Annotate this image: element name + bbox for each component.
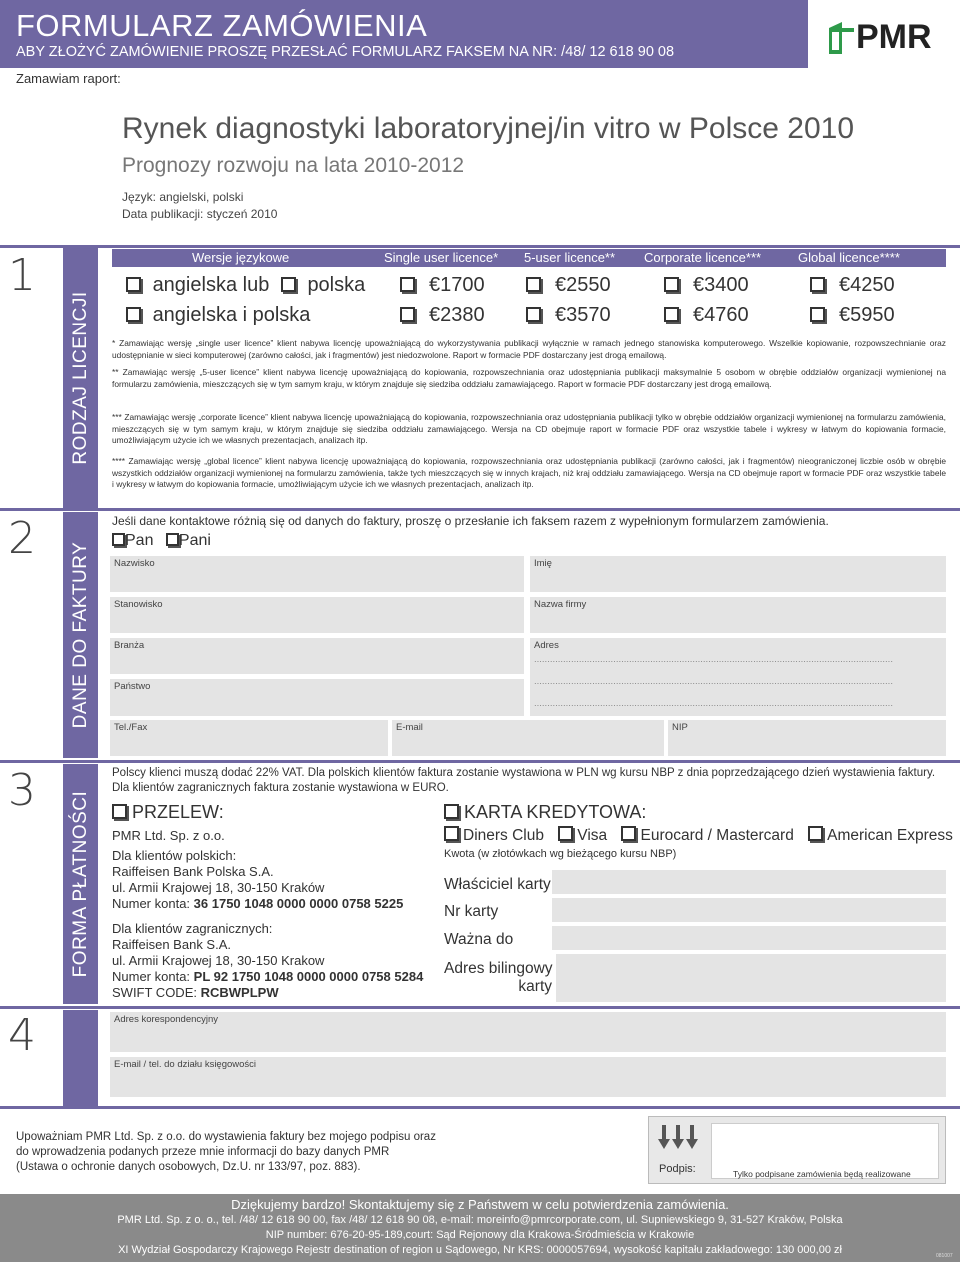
swift-code bbox=[112, 985, 279, 1000]
price: €1700 bbox=[429, 274, 485, 296]
amount-note: Kwota (w złotówkach wg bieżącego kursu NBP) bbox=[444, 848, 677, 860]
pl-address: ul. Armii Krajowej 18, 30-150 Kraków bbox=[112, 880, 325, 895]
checkbox-visa[interactable] bbox=[558, 826, 573, 841]
checkbox-pan[interactable] bbox=[112, 533, 125, 546]
vat-note: Polscy klienci muszą dodać 22% VAT. Dla polskich klientów faktura zostanie wystawiona w PLN wg kursu NBP z dnia poprzedzającego dzień wystawienia faktury. bbox=[112, 767, 936, 779]
divider bbox=[0, 508, 960, 511]
section-label-bar bbox=[63, 248, 98, 508]
price: €2380 bbox=[429, 304, 485, 326]
checkbox-global[interactable] bbox=[810, 277, 825, 292]
field-label: Tel./Fax bbox=[114, 722, 148, 733]
price: €3570 bbox=[555, 304, 611, 326]
report-subtitle: Prognozy rozwoju na lata 2010-2012 bbox=[122, 154, 465, 177]
field-label: Państwo bbox=[114, 681, 151, 692]
field-adres[interactable] bbox=[530, 638, 946, 716]
swift-value: RCBWPLPW bbox=[200, 985, 279, 1000]
col-header: Single user licence* bbox=[384, 250, 499, 265]
billing-label-line: Adres bilingowy bbox=[444, 960, 553, 977]
field-label: Imię bbox=[534, 558, 552, 569]
price: €3400 bbox=[693, 274, 749, 296]
price-cell bbox=[810, 304, 895, 327]
field-tel-fax[interactable] bbox=[110, 720, 388, 756]
number-label: Nr karty bbox=[444, 903, 499, 920]
price-cell bbox=[400, 274, 485, 297]
footer-nip: NIP number: 676-20-95-189,court: Sąd Rejonowy dla Krakowa-Śródmieścia w Krakowie bbox=[265, 1229, 695, 1241]
report-title: Rynek diagnostyki laboratoryjnej/in vitro w Polsce 2010 bbox=[122, 112, 855, 145]
owner-label: Właściciel karty bbox=[444, 876, 551, 893]
checkbox-global[interactable] bbox=[810, 307, 825, 322]
price-cell bbox=[664, 304, 749, 327]
account-label: Numer konta: bbox=[112, 969, 194, 984]
field-label: E-mail / tel. do działu księgowości bbox=[114, 1059, 257, 1070]
pl-account bbox=[112, 896, 403, 911]
sign-note: Tylko podpisane zamówienia będą realizowane bbox=[733, 1169, 911, 1179]
field-label: Branża bbox=[114, 640, 145, 651]
footer-contact: PMR Ltd. Sp. z o. o., tel. /48/ 12 618 90 00, fax /48/ 12 618 90 08, e-mail: moreinfo@pmrcorporate.com, ul. Supniewskiego 9, 31-527 Kraków, Polska bbox=[117, 1214, 843, 1226]
card-types bbox=[444, 826, 953, 845]
salutation-row bbox=[112, 532, 211, 550]
card-label: American Express bbox=[827, 827, 953, 844]
checkbox-single[interactable] bbox=[400, 307, 415, 322]
license-header-row bbox=[112, 249, 946, 267]
checkbox-amex[interactable] bbox=[808, 826, 823, 841]
checkbox-eurocard[interactable] bbox=[621, 826, 636, 841]
card-number-field[interactable] bbox=[552, 898, 946, 922]
section-number: 1 bbox=[8, 250, 36, 301]
field-branza[interactable] bbox=[110, 638, 524, 674]
card-valid-field[interactable] bbox=[552, 926, 946, 950]
price-cell bbox=[400, 304, 485, 327]
field-label: Adres korespondencyjny bbox=[114, 1014, 219, 1025]
report-date: Data publikacji: styczeń 2010 bbox=[122, 207, 278, 221]
pl-bank: Raiffeisen Bank Polska S.A. bbox=[112, 864, 274, 879]
section-label: RODZAJ LICENCJI bbox=[69, 291, 91, 465]
invoice-intro: Jeśli dane kontaktowe różnią się od danych do faktury, proszę o przesłanie ich faksem razem z wypełnionym formularzem zamówienia. bbox=[112, 514, 829, 528]
address-dotline: ........................................................................................................................................ bbox=[534, 698, 893, 709]
section-number: 4 bbox=[8, 1010, 36, 1061]
signature-box bbox=[648, 1116, 946, 1184]
section-label: FORMA PŁATNOŚCI bbox=[69, 790, 91, 978]
int-account bbox=[112, 969, 423, 984]
field-nip[interactable] bbox=[668, 720, 946, 756]
pl-title: Dla klientów polskich: bbox=[112, 848, 237, 863]
license-note: ** Zamawiając wersję „5-user licence” klient nabywa licencję upoważniającą do kopiowania, rozpowszechniania oraz udostępniania publikacji maksymalnie 5 osobom w obrębie oddziałów organizacji wymienionej na formularzu zamówienia, mieszczących się w tym samym kraju, w którym znajduje się siedziba oddziału zamawiającego. Raport w formacie PDF dostarczany jest drogą emailową. bbox=[112, 367, 946, 389]
card-heading bbox=[444, 802, 646, 823]
consent-line: (Ustawa o ochronie danych osobowych, Dz.U. nr 133/97, poz. 883). bbox=[16, 1161, 361, 1173]
checkbox-corporate[interactable] bbox=[664, 277, 679, 292]
order-label: Zamawiam raport: bbox=[16, 71, 121, 86]
card-owner-field[interactable] bbox=[552, 870, 946, 894]
license-row bbox=[126, 304, 310, 327]
card-label: Eurocard / Mastercard bbox=[640, 827, 794, 844]
checkbox-polska[interactable] bbox=[281, 277, 296, 292]
billing-address-field[interactable] bbox=[556, 954, 946, 1002]
checkbox-przelew[interactable] bbox=[112, 804, 127, 819]
field-panstwo[interactable] bbox=[110, 679, 524, 716]
consent-line: Upoważniam PMR Ltd. Sp. z o.o. do wystawienia faktury bez mojego podpisu oraz bbox=[16, 1131, 436, 1143]
salutation-label: Pani bbox=[178, 532, 211, 549]
field-label: Nazwisko bbox=[114, 558, 155, 569]
account-number: PL 92 1750 1048 0000 0000 0758 5284 bbox=[193, 969, 424, 984]
section-label: DANE DO FAKTURY bbox=[69, 541, 91, 729]
field-correspondence-address[interactable] bbox=[110, 1012, 946, 1052]
checkbox-angielska[interactable] bbox=[126, 277, 141, 292]
field-label: E-mail bbox=[396, 722, 423, 733]
checkbox-single[interactable] bbox=[400, 277, 415, 292]
price: €4760 bbox=[693, 304, 749, 326]
price: €4250 bbox=[839, 274, 895, 296]
divider bbox=[0, 760, 960, 763]
company-name: PMR Ltd. Sp. z o.o. bbox=[112, 828, 225, 843]
checkbox-karta[interactable] bbox=[444, 804, 459, 819]
form-subtitle: ABY ZŁOŻYĆ ZAMÓWIENIE PROSZĘ PRZESŁAĆ FORMULARZ FAKSEM NA NR: /48/ 12 618 90 08 bbox=[16, 44, 675, 60]
price-cell bbox=[664, 274, 749, 297]
field-stanowisko[interactable] bbox=[110, 597, 524, 633]
col-header: 5-user licence** bbox=[524, 250, 616, 265]
divider bbox=[0, 1106, 960, 1109]
field-email[interactable] bbox=[392, 720, 664, 756]
row-label: angielska i polska bbox=[152, 304, 311, 326]
euro-note: Dla klientów zagranicznych faktura zostanie wystawiona w EURO. bbox=[112, 782, 449, 794]
card-title: KARTA KREDYTOWA: bbox=[464, 802, 647, 822]
address-dotline: ........................................................................................................................................ bbox=[534, 676, 893, 687]
field-label: Adres bbox=[534, 640, 559, 651]
card-label: Diners Club bbox=[463, 827, 544, 844]
license-note: **** Zamawiając wersję „global licence” klient nabywa licencję upoważniającą do kopiowania, rozpowszechniania oraz udostępniania publikacji (zarówno całości, jak i fragmentów) nieograniczonej liczbie osób w obrębie wszystkich oddziałów organizacji wymienionej na formularzu zamówienia, także tych mieszczących się w innych krajach, niż kraj oddziału zamawiającego. Wersja na CD obejmuje raport w formacie PDF oraz wszystkie tabele i wykresy w łatwym do kopiowania formacie, umożliwiającym użycie ich we własnych prezentacjach, analizach itp. bbox=[112, 456, 946, 489]
section-number: 3 bbox=[8, 765, 36, 816]
section-label-bar bbox=[63, 764, 98, 1004]
pmr-logo bbox=[826, 18, 936, 58]
row-label: polska bbox=[307, 274, 366, 296]
col-header: Global licence**** bbox=[798, 250, 900, 265]
int-bank: Raiffeisen Bank S.A. bbox=[112, 937, 231, 952]
salutation-label: Pan bbox=[125, 532, 154, 549]
transfer-heading bbox=[112, 802, 224, 823]
checkbox-pani[interactable] bbox=[166, 533, 179, 546]
arrow-down-icon bbox=[657, 1125, 705, 1153]
col-header: Corporate licence*** bbox=[644, 250, 762, 265]
checkbox-5user[interactable] bbox=[526, 277, 541, 292]
section-number: 2 bbox=[8, 513, 36, 564]
license-row bbox=[126, 274, 365, 297]
price: €5950 bbox=[839, 304, 895, 326]
sign-label: Podpis: bbox=[659, 1163, 696, 1175]
section-label-bar bbox=[63, 1010, 98, 1106]
account-label: Numer konta: bbox=[112, 896, 194, 911]
field-label: Nazwa firmy bbox=[534, 599, 587, 610]
price-cell bbox=[810, 274, 895, 297]
account-number: 36 1750 1048 0000 0000 0758 5225 bbox=[193, 896, 404, 911]
billing-label-line: karty bbox=[518, 978, 552, 995]
field-accounting-email[interactable] bbox=[110, 1057, 946, 1097]
field-nazwa-firmy[interactable] bbox=[530, 597, 946, 633]
checkbox-corporate[interactable] bbox=[664, 307, 679, 322]
logo-text: PMR bbox=[856, 18, 932, 56]
transfer-title: PRZELEW: bbox=[132, 802, 224, 822]
footer-thanks: Dziękujemy bardzo! Skontaktujemy się z Państwem w celu potwierdzenia zamówienia. bbox=[231, 1197, 729, 1212]
col-header: Wersje językowe bbox=[192, 250, 290, 265]
int-address: ul. Armii Krajowej 18, 30-150 Krakow bbox=[112, 953, 325, 968]
field-label: Stanowisko bbox=[114, 599, 163, 610]
field-imie[interactable] bbox=[530, 556, 946, 592]
consent-text bbox=[16, 1130, 436, 1175]
valid-label: Ważna do bbox=[444, 931, 514, 948]
address-dotline: ........................................................................................................................................ bbox=[534, 654, 893, 665]
checkbox-5user[interactable] bbox=[526, 307, 541, 322]
price: €2550 bbox=[555, 274, 611, 296]
price-cell bbox=[526, 274, 611, 297]
checkbox-angielska-polska[interactable] bbox=[126, 307, 141, 322]
footer-code: 081007 bbox=[936, 1253, 953, 1259]
footer-krs: XI Wydział Gospodarczy Krajowego Rejestr destination of region u Sądowego, Nr KRS: 0000057694, wysokość kapitału zakładowego: 130 000,00 zł bbox=[118, 1244, 842, 1256]
license-note: * Zamawiając wersję „single user licence” klient nabywa licencję upoważniającą do wykorzystywania publikacji wyłącznie w ramach jednego stanowiska komputerowego. Wszelkie kopiowanie, rozpowszechnianie oraz udostępnianie w sieci komputerowej (zarówno całości, jak i fragmentów) jest niedozwolone. Raport w formacie PDF dostarczany jest drogą emailową. bbox=[112, 338, 946, 360]
report-language: Język: angielski, polski bbox=[122, 190, 244, 204]
int-title: Dla klientów zagranicznych: bbox=[112, 921, 273, 936]
license-note: *** Zamawiając wersję „corporate licence” klient nabywa licencję upoważniającą do kopiowania, rozpowszechniania oraz udostępniania publikacji tylko w obrębie oddziałów organizacji wymienionej na formularzu zamówienia, mieszczących się w tym samym kraju, w którym znajduje się siedziba oddziału zamawiającego. Wersja na CD obejmuje raport w formacie PDF oraz wszystkie tabele i wykresy w łatwym do kopiowania formacie, umożliwiającym użycie ich we własnych prezentacjach, analizach itp. bbox=[112, 412, 946, 445]
field-label: NIP bbox=[672, 722, 688, 733]
billing-label bbox=[444, 960, 552, 996]
field-nazwisko[interactable] bbox=[110, 556, 524, 592]
row-label: angielska lub bbox=[152, 274, 270, 296]
section-label-bar bbox=[63, 512, 98, 758]
divider bbox=[0, 1006, 960, 1009]
consent-line: do wprowadzenia podanych przeze mnie informacji do bazy danych PMR bbox=[16, 1146, 390, 1158]
form-title: FORMULARZ ZAMÓWIENIA bbox=[16, 8, 428, 43]
price-cell bbox=[526, 304, 611, 327]
swift-label: SWIFT CODE: bbox=[112, 985, 201, 1000]
divider bbox=[0, 245, 960, 248]
checkbox-diners[interactable] bbox=[444, 826, 459, 841]
card-label: Visa bbox=[577, 827, 608, 844]
